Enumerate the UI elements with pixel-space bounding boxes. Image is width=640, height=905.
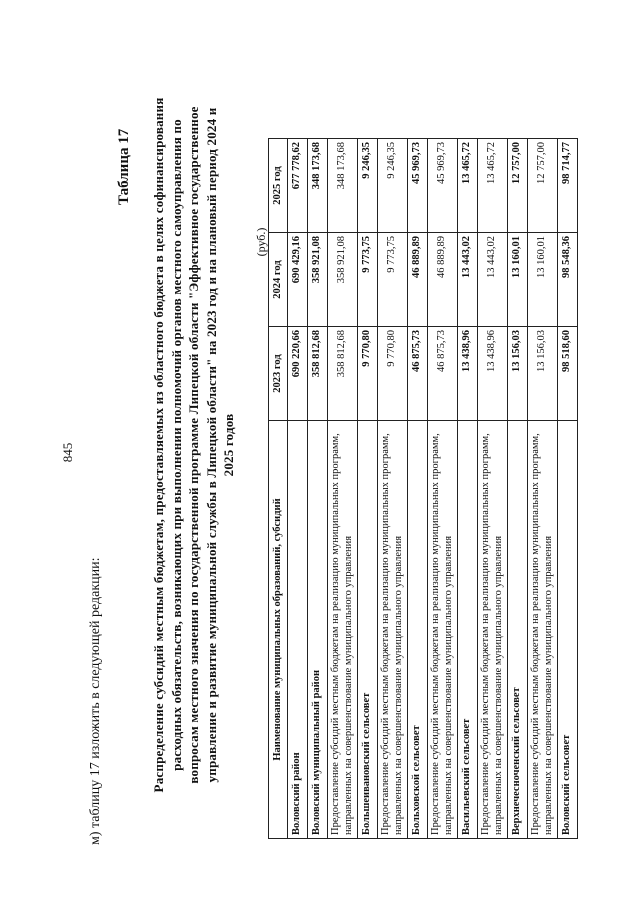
- row-name: Предоставление субсидий местным бюджетам на реализацию муниципальных программ, направленных на совершенствование муниципального управления: [528, 421, 558, 839]
- table-row: [378, 139, 408, 839]
- table-row: [308, 139, 328, 839]
- row-name: Предоставление субсидий местным бюджетам на реализацию муниципальных программ, направленных на совершенствование муниципального управления: [328, 421, 358, 839]
- table-row: [408, 139, 428, 839]
- value-2024: 690 429,16: [288, 233, 308, 327]
- row-name: Предоставление субсидий местным бюджетам на реализацию муниципальных программ, направленных на совершенствование муниципального управления: [478, 421, 508, 839]
- row-name: Предоставление субсидий местным бюджетам на реализацию муниципальных программ, направленных на совершенствование муниципального управления: [378, 421, 408, 839]
- header-name: Наименование муниципальных образований, субсидий: [269, 421, 288, 839]
- table-row: [528, 139, 558, 839]
- table-row: [478, 139, 508, 839]
- table-title: Распределение субсидий местным бюджетам, предоставляемых из областного бюджета в целях софинансирования расходных обязательств, возникающих при выполнении полномочий органов местного самоуправления по вопросам местного значения по государственной программе Липецкой области "Эффективное государственное управление и развитие муниципальной службы в Липецкой области" на 2023 год и на плановый период 2024 и 2025 годов: [151, 97, 236, 793]
- value-2024: 9 773,75: [378, 233, 408, 327]
- table-number: Таблица 17: [116, 128, 132, 205]
- row-name: Больховской сельсовет: [408, 421, 428, 839]
- unit-label: (руб.): [254, 227, 268, 257]
- table-row: [458, 139, 478, 839]
- value-2025: 9 246,35: [358, 139, 378, 233]
- value-2025: 45 969,73: [428, 139, 458, 233]
- row-name: Большеивановский сельсовет: [358, 421, 378, 839]
- value-2024: 358 921,08: [308, 233, 328, 327]
- header-2023: 2023 год: [269, 327, 288, 421]
- table-row: [428, 139, 458, 839]
- header-2024: 2024 год: [269, 233, 288, 327]
- value-2025: 13 465,72: [458, 139, 478, 233]
- subsidy-table: [268, 138, 578, 839]
- intro-text: м) таблицу 17 изложить в следующей редакции:: [88, 557, 103, 845]
- table-header-row: [269, 139, 288, 839]
- value-2024: 98 548,36: [558, 233, 578, 327]
- value-2025: 348 173,68: [328, 139, 358, 233]
- value-2023: 13 156,03: [508, 327, 528, 421]
- value-2025: 12 757,00: [508, 139, 528, 233]
- row-name: Васильевский сельсовет: [458, 421, 478, 839]
- value-2024: 46 889,89: [408, 233, 428, 327]
- value-2023: 98 518,60: [558, 327, 578, 421]
- row-name: Воловский сельсовет: [558, 421, 578, 839]
- value-2025: 98 714,77: [558, 139, 578, 233]
- value-2023: 46 875,73: [428, 327, 458, 421]
- value-2023: 9 770,80: [378, 327, 408, 421]
- table-row: [328, 139, 358, 839]
- value-2024: 46 889,89: [428, 233, 458, 327]
- value-2023: 9 770,80: [358, 327, 378, 421]
- value-2023: 358 812,68: [308, 327, 328, 421]
- header-2025: 2025 год: [269, 139, 288, 233]
- row-name: Верхнечесноченский сельсовет: [508, 421, 528, 839]
- value-2025: 9 246,35: [378, 139, 408, 233]
- table-row: [288, 139, 308, 839]
- value-2023: 690 220,66: [288, 327, 308, 421]
- page-number: 845: [60, 442, 75, 463]
- value-2023: 13 438,96: [458, 327, 478, 421]
- table-row: [558, 139, 578, 839]
- table-row: [358, 139, 378, 839]
- value-2023: 13 438,96: [478, 327, 508, 421]
- row-name: Воловский муниципальный район: [308, 421, 328, 839]
- value-2023: 13 156,03: [528, 327, 558, 421]
- value-2025: 45 969,73: [408, 139, 428, 233]
- value-2025: 348 173,68: [308, 139, 328, 233]
- value-2025: 677 778,62: [288, 139, 308, 233]
- value-2023: 46 875,73: [408, 327, 428, 421]
- table-body: [288, 139, 578, 839]
- table-row: [508, 139, 528, 839]
- value-2024: 13 443,02: [478, 233, 508, 327]
- value-2024: 13 160,01: [528, 233, 558, 327]
- row-name: Предоставление субсидий местным бюджетам на реализацию муниципальных программ, направленных на совершенствование муниципального управления: [428, 421, 458, 839]
- value-2025: 12 757,00: [528, 139, 558, 233]
- value-2023: 358 812,68: [328, 327, 358, 421]
- value-2025: 13 465,72: [478, 139, 508, 233]
- value-2024: 358 921,08: [328, 233, 358, 327]
- value-2024: 13 443,02: [458, 233, 478, 327]
- value-2024: 13 160,01: [508, 233, 528, 327]
- value-2024: 9 773,75: [358, 233, 378, 327]
- row-name: Воловский район: [288, 421, 308, 839]
